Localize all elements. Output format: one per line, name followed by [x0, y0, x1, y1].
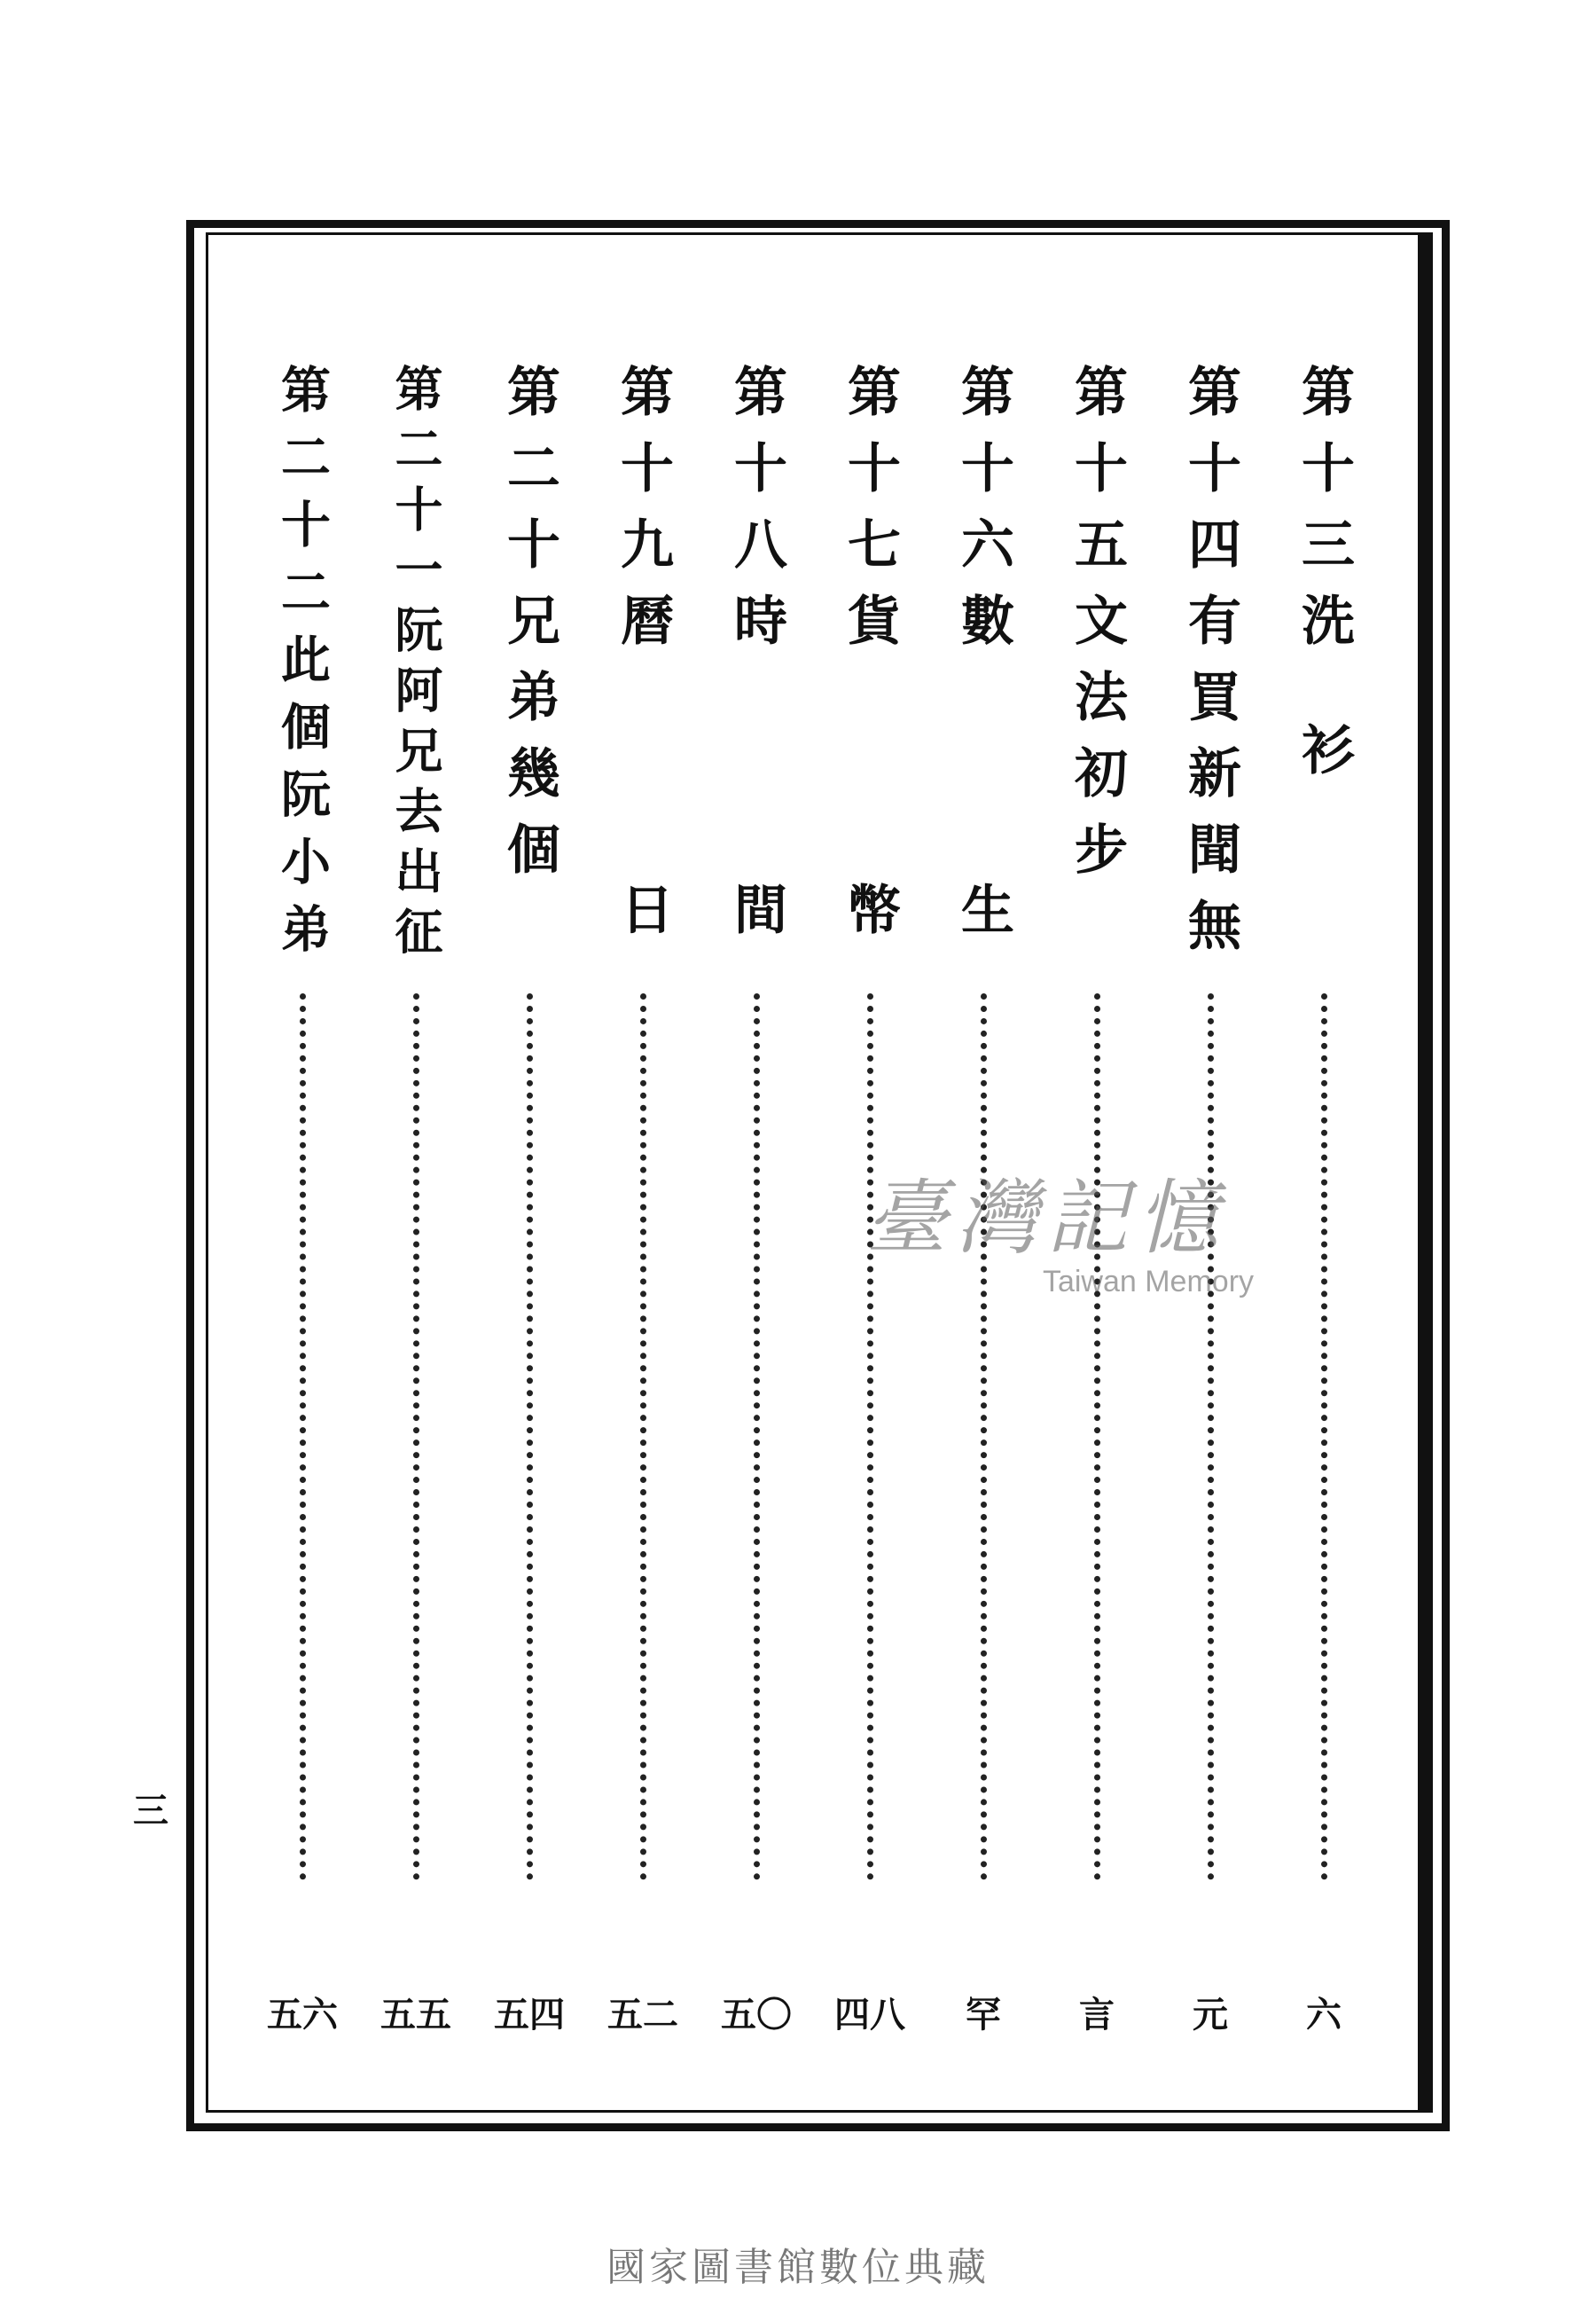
watermark [798, 1153, 1295, 1299]
toc-entry-title: 第十四有買新聞無 [1179, 364, 1241, 974]
toc-page-number: 五五 [380, 1994, 451, 2035]
toc-entry-title: 第十三洗衫 [1293, 364, 1355, 798]
folio-number: 三 [133, 1790, 168, 1831]
dotted-leader [981, 993, 987, 1880]
toc-entry-title: 第十八時間 [725, 364, 787, 958]
watermark-english: Taiwan Memory [1042, 1265, 1255, 1298]
dotted-leader [1094, 993, 1100, 1880]
dotted-leader [1208, 993, 1214, 1880]
toc-entry[interactable] [1284, 364, 1364, 2049]
toc-page-number: 四八 [834, 1994, 905, 2035]
toc-entry[interactable] [376, 364, 456, 2049]
dotted-leader [754, 993, 760, 1880]
dotted-leader [300, 993, 306, 1880]
page-border-right-rule [1420, 232, 1433, 2113]
toc-entry-title: 第十九曆日 [612, 364, 674, 958]
toc-entry-title: 第十七貨幣 [839, 364, 901, 958]
dotted-leader [867, 993, 873, 1880]
toc-entry-title: 第二十二此個阮小弟 [273, 364, 332, 970]
toc-entry[interactable] [489, 364, 569, 2049]
toc-entry-title: 第十五文法初步 [1066, 364, 1128, 898]
toc-page-number: 五六 [267, 1994, 338, 2035]
toc-entry-title: 第二十一阮阿兄去出征 [387, 364, 444, 967]
toc-page-number: 元 [1193, 1994, 1228, 2035]
archive-caption: 國家圖書館數位典藏 [606, 2245, 990, 2290]
dotted-leader [413, 993, 419, 1880]
watermark-chinese: 臺灣記憶 [864, 1171, 1227, 1266]
toc-page-number: 五〇 [721, 1994, 792, 2035]
toc-entry-title: 第十六數生 [952, 364, 1014, 958]
toc-entry[interactable] [603, 364, 683, 2049]
toc-page-number: 五四 [494, 1994, 565, 2035]
dotted-leader [640, 993, 646, 1880]
toc-page-number: 六 [1306, 1994, 1342, 2035]
toc-page-number: 五二 [607, 1994, 678, 2035]
dotted-leader [527, 993, 533, 1880]
toc-entry[interactable] [262, 364, 342, 2049]
dotted-leader [1321, 993, 1327, 1880]
toc-page-number: 言 [1079, 1994, 1115, 2035]
toc-page-number: 罕 [966, 1994, 1001, 2035]
toc-entry-title: 第二十兄弟幾個 [498, 364, 560, 898]
toc-entry[interactable] [716, 364, 796, 2049]
